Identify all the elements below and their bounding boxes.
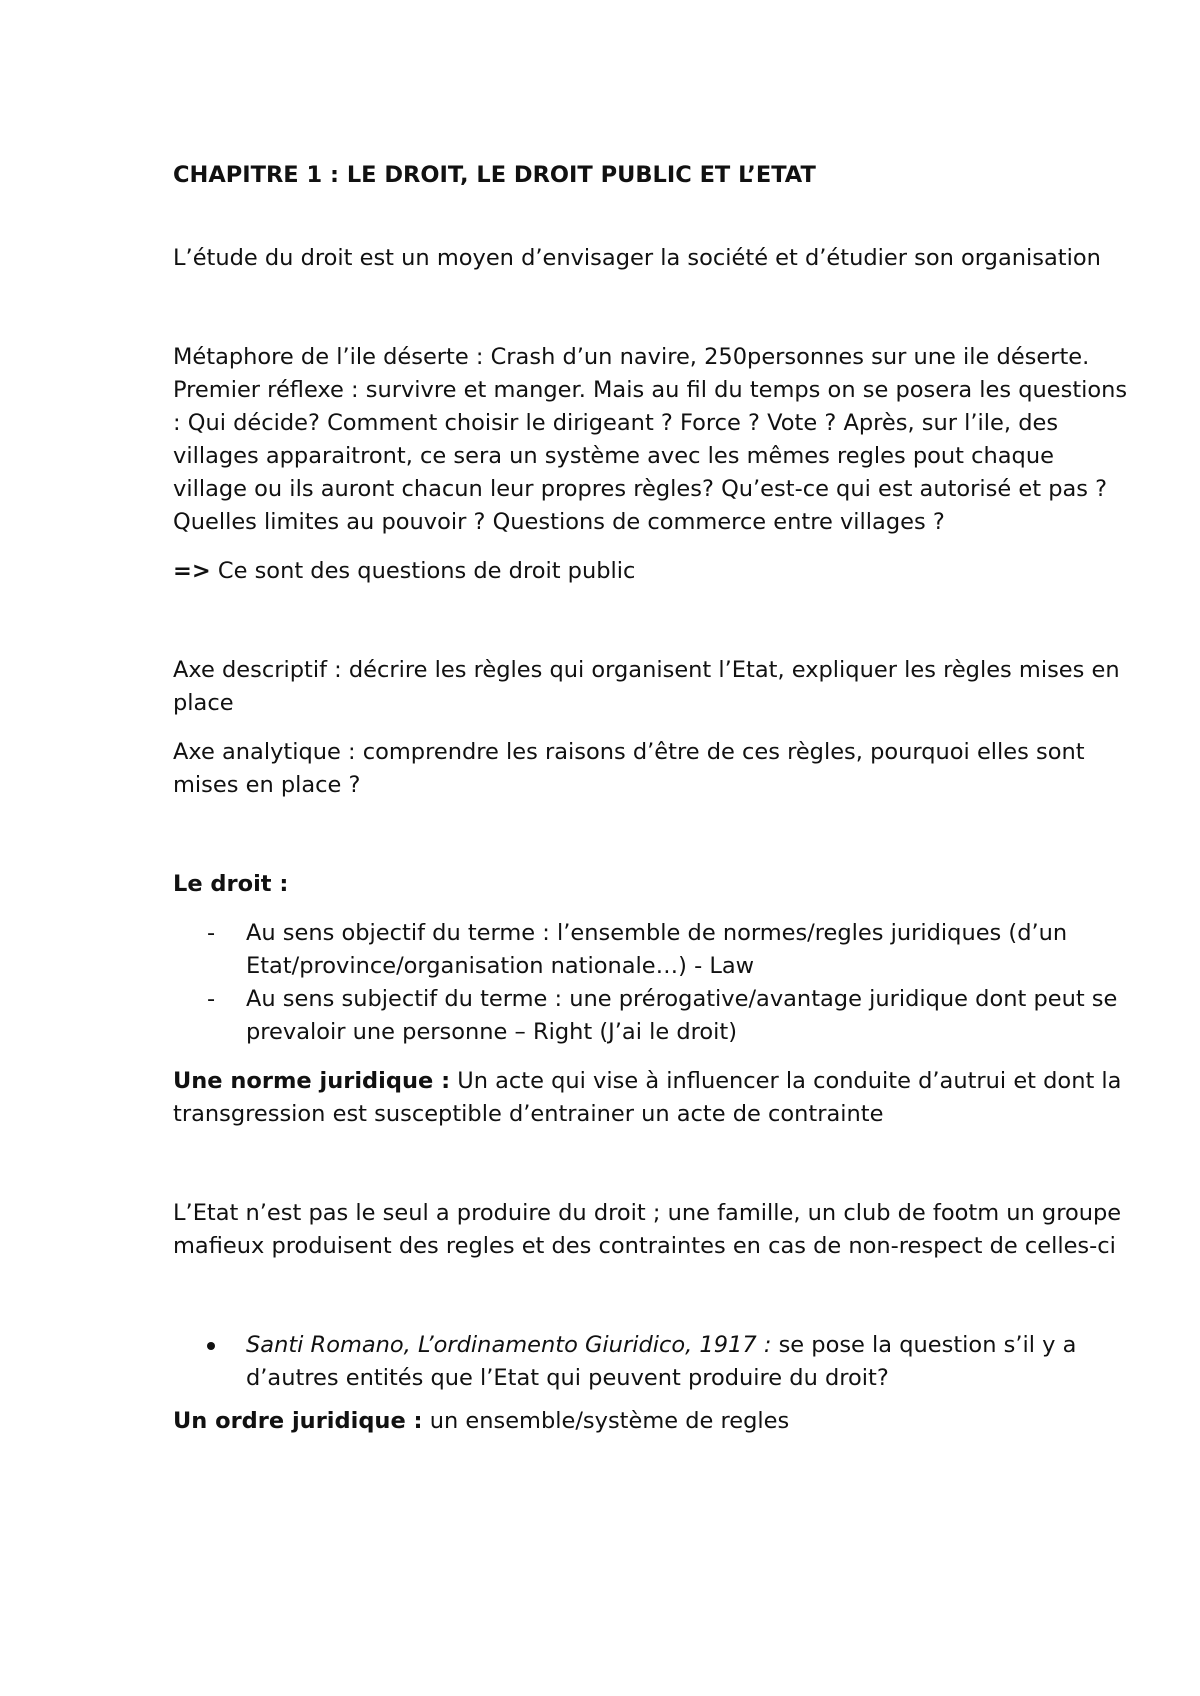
romano-text: se pose la question s’il y a d’autres entités que l’Etat qui peuvent produire du droit? — [246, 1332, 1077, 1391]
list-item-text: Au sens subjectif du terme : une prérogative/avantage juridique dont peut se prevaloir une personne – Right (J’ai le droit) — [246, 986, 1118, 1045]
list-item — [173, 983, 1133, 1049]
axe-descriptif-paragraph: Axe descriptif : décrire les règles qui organisent l’Etat, expliquer les règles mises en place — [173, 657, 1120, 716]
ordre-definition — [173, 1405, 1133, 1438]
ordre-text: un ensemble/système de regles — [422, 1408, 790, 1434]
list-item-text: Au sens objectif du terme : l’ensemble de normes/regles juridiques (d’un Etat/province/organisation nationale…) - Law — [246, 920, 1068, 979]
conclusion-line — [173, 555, 1133, 588]
dash-bullet-icon: - — [207, 920, 216, 946]
norme-label: Une norme juridique : — [173, 1068, 451, 1094]
droit-definition-list — [173, 917, 1133, 1049]
norme-text: Un acte qui vise à influencer la conduite d’autrui et dont la transgression est susceptible d’entrainer un acte de contrainte — [173, 1068, 1122, 1127]
metaphor-paragraph: Métaphore de l’ile déserte : Crash d’un navire, 250personnes sur une ile déserte. Premier réflexe : survivre et manger. Mais au fil du temps on se posera les questions : Qui décide? Comment choisir le dirigeant ? Force ? Vote ? Après, sur l’ile, des villages apparaitront, ce sera un système avec les mêmes regles pout chaque village ou ils auront chacun leur propres règles? Qu’est-ce qui est autorisé et pas ? Quelles limites au pouvoir ? Questions de commerce entre villages ? — [173, 344, 1128, 535]
axe-analytique-paragraph: Axe analytique : comprendre les raisons d’être de ces règles, pourquoi elles sont mises en place ? — [173, 739, 1085, 798]
ordre-label: Un ordre juridique : — [173, 1408, 423, 1434]
dash-bullet-icon: - — [207, 986, 216, 1012]
reference-list — [173, 1329, 1133, 1395]
droit-heading: Le droit : — [173, 871, 289, 897]
intro-paragraph: L’étude du droit est un moyen d’envisager la société et d’étudier son organisation — [173, 245, 1101, 271]
bullet-dot-icon — [207, 1342, 215, 1350]
etat-paragraph: L’Etat n’est pas le seul a produire du droit ; une famille, un club de footm un groupe mafieux produisent des regles et des contraintes en cas de non-respect de celles-ci — [173, 1200, 1122, 1259]
list-item — [173, 1329, 1133, 1395]
chapter-title: CHAPITRE 1 : LE DROIT, LE DROIT PUBLIC ET L’ETAT — [173, 162, 816, 188]
norme-definition — [173, 1065, 1133, 1131]
document-body — [173, 159, 1133, 1438]
list-item — [173, 917, 1133, 983]
arrow-marker: => — [173, 558, 211, 584]
romano-reference: Santi Romano, L’ordinamento Giuridico, 1917 : — [246, 1332, 772, 1358]
conclusion-text: Ce sont des questions de droit public — [210, 558, 636, 584]
